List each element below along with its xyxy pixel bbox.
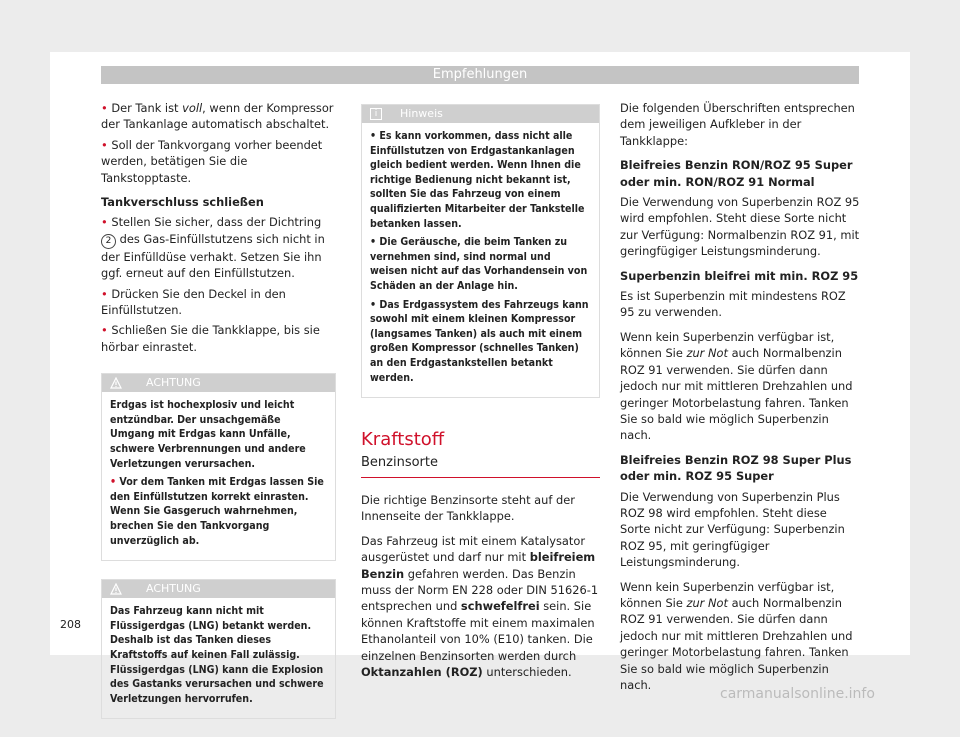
list-item: • Drücken Sie den Deckel in den Einfüllstutzen. [101,286,286,318]
column-right [620,100,860,701]
warning-header: ACHTUNG [102,374,335,392]
section-heading: Tankverschluss schließen [101,195,264,210]
list-item: • Stellen Sie sicher, dass der Dichtring 2 des Gas-Einfüllstutzens sich nicht in der Einfülldüse verhakt. Setzen Sie ihn ggf. erneut auf den Einfüllstutzen. [101,215,325,281]
paragraph: Die Verwendung von Superbenzin Plus ROZ 98 wird empfohlen. Steht diese Sorte nicht zur Verfügung: Superbenzin ROZ 95, mit geringfügiger Leistungsminderung. [620,489,845,570]
column-middle [361,104,600,688]
note-body: • Es kann vorkommen, dass nicht alle Einfüllstutzen von Erdgastankanlagen gleich bedient werden. Wenn Ihnen die richtige Bedienung nicht bekannt ist, sollten Sie das Fahrzeug von einem qualifizierten Mitarbeiter der Tankstelle betanken lassen. • Die Geräusche, die beim Tanken zu vernehmen sind, sind normal und weisen nicht auf das Vorhandensein von Schäden an der Anlage hin. • Das Erdgassystem des Fahrzeugs kann sowohl mit einem kleinen Kompressor (langsames Tanken) als auch mit einem großen Kompressor (schnelles Tanken) an den Erdgastankstellen betankt werden. [370,130,589,384]
bullet-icon: • [101,101,108,115]
section-title: Kraftstoff [361,429,445,451]
note-box [361,104,600,398]
list-item: • Der Tank ist voll, wenn der Kompressor der Tankanlage automatisch abschaltet. [101,101,334,132]
paragraph: Das Fahrzeug ist mit einem Katalysator ausgerüstet und darf nur mit bleifreiem Benzin gefahren werden. Das Benzin muss der Norm EN 228 oder DIN 51626-1 entsprechen und schwefelfrei sein. Sie können Kraftstoffe mit einem maximalen Ethanolanteil von 10% (E10) tanken. Die einzelnen Benzinsorten werden durch Oktanzahlen (ROZ) unterschieden. [361,533,599,679]
bullet-icon: • [101,286,108,301]
subsection-title: Benzinsorte [361,455,600,478]
paragraph: Die folgenden Überschriften entsprechen dem jeweiligen Aufkleber in der Tankklappe: [620,101,855,148]
bullet-icon: • [101,137,108,152]
info-icon: i [370,108,382,120]
paragraph: Es ist Superbenzin mit mindestens ROZ 95 zu verwenden. [620,289,846,320]
bullet-icon: • [370,236,377,249]
bullet-icon: • [370,130,377,142]
note-header: i Hinweis [362,105,599,123]
warning-box [101,579,336,719]
bullet-icon: • [101,323,108,338]
page-header: Empfehlungen [101,66,859,84]
warning-icon [110,377,122,389]
list-item: • Schließen Sie die Tankklappe, bis sie hörbar einrastet. [101,323,320,354]
paragraph: Die Verwendung von Superbenzin ROZ 95 wird empfohlen. Steht diese Sorte nicht zur Verfügung: Normalbenzin ROZ 91, mit geringfügiger Leistungsminderung. [620,195,860,259]
reference-number: 2 [101,234,116,249]
page-number: 208 [60,618,81,631]
fuel-heading: Superbenzin bleifrei mit min. ROZ 95 [620,268,859,283]
paragraph: Wenn kein Superbenzin verfügbar ist, können Sie zur Not auch Normalbenzin ROZ 91 verwenden. Sie dürfen dann jedoch nur mit mittleren Drehzahlen und geringer Motorbelastung fahren. Tanken Sie so bald wie möglich Superbenzin nach. [620,329,853,443]
column-left [101,100,336,737]
bullet-icon: • [110,476,117,489]
warning-body: Das Fahrzeug kann nicht mit Flüssigerdgas (LNG) betankt werden. Deshalb ist das Tanken dieses Kraftstoffs auf keinen Fall zulässig. Flüssigerdgas (LNG) kann die Explosion des Gastanks verursachen und schwere Verletzungen hervorrufen. [110,605,324,705]
warning-icon [110,583,122,595]
list-item: • Soll der Tankvorgang vorher beendet werden, betätigen Sie die Tankstopptaste. [101,137,323,185]
fuel-heading: Bleifreies Benzin RON/ROZ 95 Super oder min. RON/ROZ 91 Normal [620,158,853,189]
warning-body: Erdgas ist hochexplosiv und leicht entzündbar. Der unsachgemäße Umgang mit Erdgas kann Unfälle, schwere Verbrennungen und andere Verletzungen verursachen. • Vor dem Tanken mit Erdgas lassen Sie den Einfüllstutzen korrekt einrasten. Wenn Sie Gasgeruch wahrnehmen, brechen Sie den Tankvorgang unverzüglich ab. [110,399,324,547]
warning-header: ACHTUNG [102,580,335,598]
paragraph: Die richtige Benzinsorte steht auf der Innenseite der Tankklappe. [361,492,575,524]
bullet-icon: • [101,215,108,230]
paragraph: Wenn kein Superbenzin verfügbar ist, können Sie zur Not auch Normalbenzin ROZ 91 verwenden. Sie dürfen dann jedoch nur mit mittleren Drehzahlen und geringer Motorbelastung fahren. Tanken Sie so bald wie möglich Superbenzin nach. [620,579,853,692]
warning-box [101,373,336,561]
bullet-icon: • [370,298,377,311]
fuel-heading: Bleifreies Benzin ROZ 98 Super Plus oder min. ROZ 95 Super [620,452,852,484]
watermark: carmanualsonline.info [720,686,875,702]
